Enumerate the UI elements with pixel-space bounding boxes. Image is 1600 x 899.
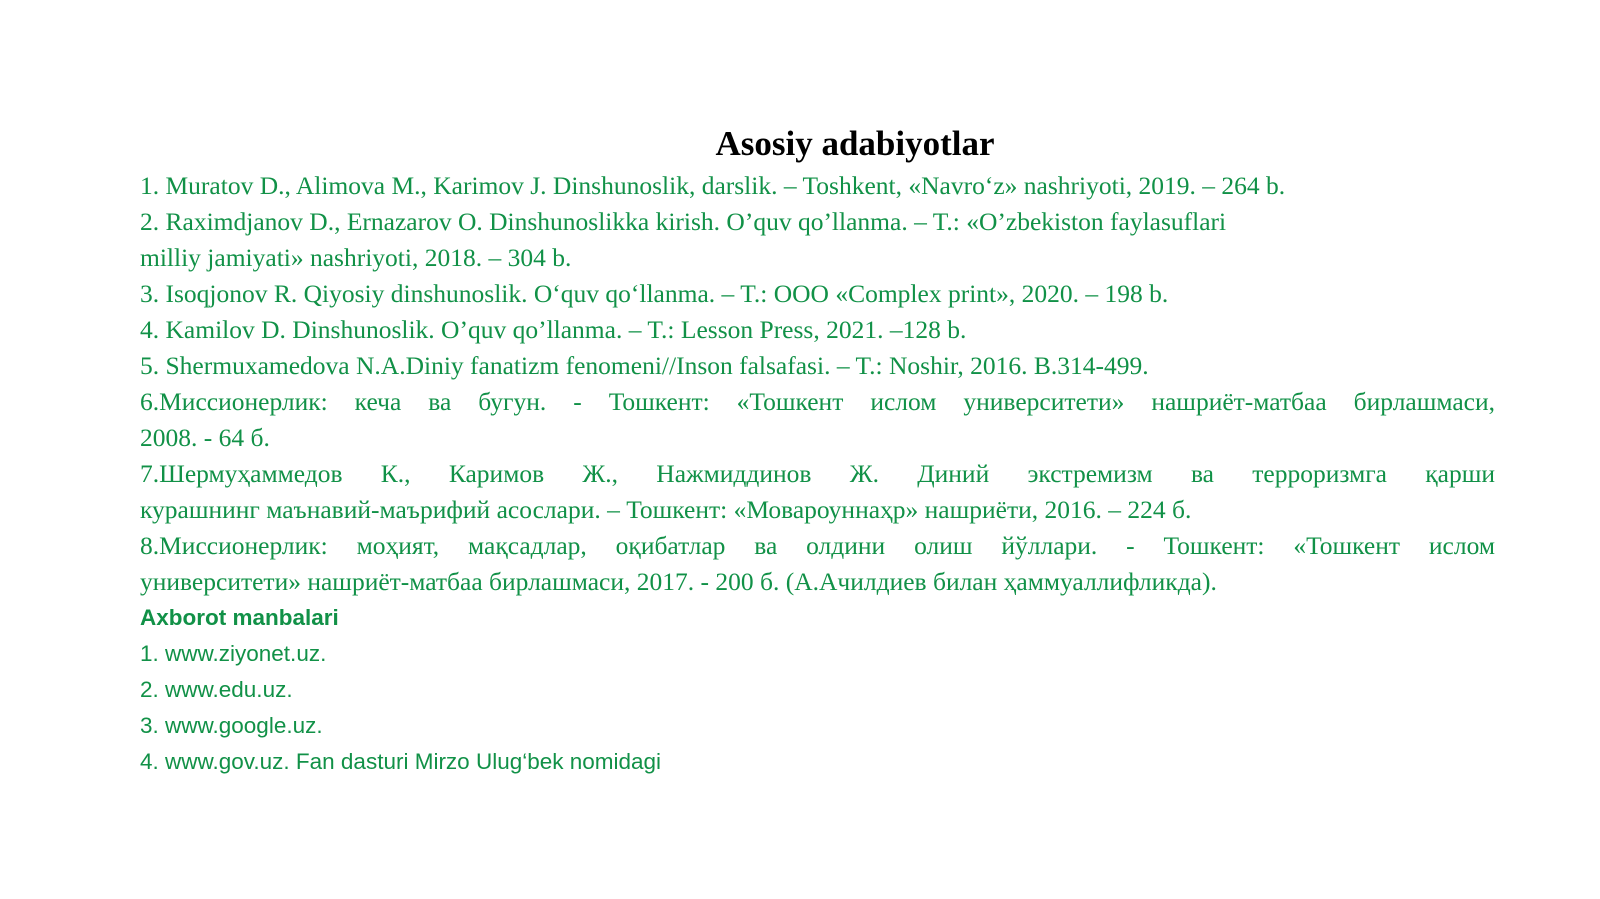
reference-item: 5. Shermuxamedova N.A.Diniy fanatizm fenomeni//Inson falsafasi. – T.: Noshir, 2016. B.314-499. [140, 351, 1149, 380]
info-sources [140, 600, 1495, 780]
reference-line: 2008. - 64 б. [140, 423, 270, 452]
reference-line: 7.Шермуҳаммедов К., Каримов Ж., Нажмиддинов Ж. Диний экстремизм ва терроризмга қарши [140, 459, 1495, 488]
reference-item [140, 528, 1495, 600]
reference-item: 2. Raximdjanov D., Ernazarov O. Dinshunoslikka kirish. O’quv qo’llanma. – T.: «O’zbekiston faylasuflari [140, 207, 1227, 236]
reference-item: 1. Muratov D., Alimova M., Karimov J. Dinshunoslik, darslik. – Toshkent, «Navro‘z» nashriyoti, 2019. – 264 b. [140, 171, 1286, 200]
references-list [140, 168, 1495, 600]
reference-item [140, 456, 1495, 528]
slide-title: Asosiy adabiyotlar [715, 124, 995, 163]
reference-item: 3. Isoqjonov R. Qiyosiy dinshunoslik. O‘quv qo‘llanma. – T.: OOO «Complex print», 2020. – 198 b. [140, 279, 1169, 308]
slide-content [140, 168, 1495, 780]
info-source-item: 4. www.gov.uz. Fan dasturi Mirzo Ulug‘bek nomidagi [140, 749, 662, 774]
reference-line: курашнинг маънавий-маърифий асослари. – Тошкент: «Мовароуннаҳр» нашриёти, 2016. – 224 б. [140, 495, 1192, 524]
info-sources-heading: Axborot manbalari [140, 605, 339, 630]
info-source-item: 3. www.google.uz. [140, 713, 323, 738]
reference-item: 4. Kamilov D. Dinshunoslik. O’quv qo’llanma. – T.: Lesson Press, 2021. –128 b. [140, 315, 967, 344]
reference-line: 6.Миссионерлик: кеча ва бугун. - Тошкент: «Тошкент ислом университети» нашриёт-матбаа бирлашмаси, [140, 387, 1495, 416]
info-source-item: 2. www.edu.uz. [140, 677, 293, 702]
reference-item-continuation: milliy jamiyati» nashriyoti, 2018. – 304 b. [140, 243, 572, 272]
reference-item [140, 384, 1495, 456]
reference-line: 8.Миссионерлик: моҳият, мақсадлар, оқибатлар ва олдини олиш йўллари. - Тошкент: «Тошкент ислом [140, 531, 1495, 560]
reference-line: университети» нашриёт-матбаа бирлашмаси, 2017. - 200 б. (А.Ачилдиев билан ҳаммуаллифликда). [140, 567, 1217, 596]
info-source-item: 1. www.ziyonet.uz. [140, 641, 327, 666]
